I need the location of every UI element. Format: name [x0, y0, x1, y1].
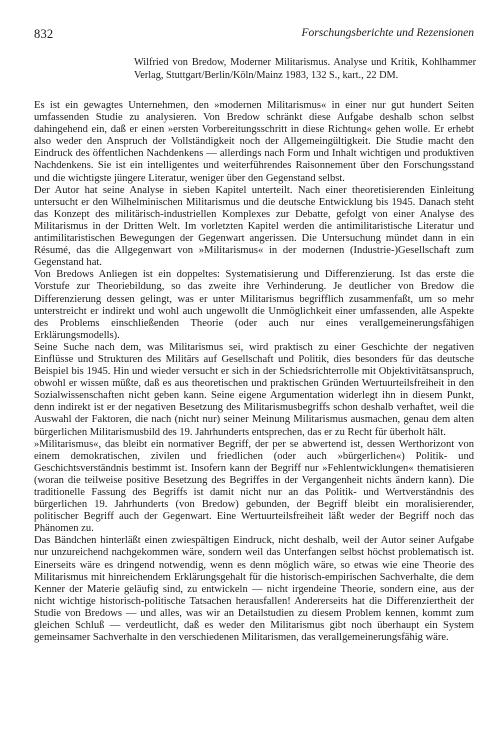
running-title: Forschungsberichte und Rezensionen — [301, 27, 474, 39]
paragraph: Seine Suche nach dem, was Militarismus sei, wird praktisch zu einer Geschichte der negativen Einflüsse und Strukturen des Militärs auf Gesellschaft und Politik, dies besonders für das deutsche Beispiel bis 1945. Hin und wieder versucht er sich in der Schiedsrichterrolle mit Objektivitätsanspruch, obwohl er wissen müßte, daß es aus theoretischen und praktischen Gründen Wertuurteilsfreiheit in den Sozialwissenschaften nicht geben kann. Seine eigene Argumentation widerlegt ihn in diesem Punkt, denn indirekt ist er der negativen Besetzung des Militarismusbegriffs schon deshalb verhaftet, weil die Auswahl der Faktoren, die nach (nicht nur) seiner Meinung Militarismus ausmachen, genau dem alten bürgerlichen Militarismusbild des 19. Jahrhunderts entsprechen, das er zu Recht für überholt hält. — [34, 341, 474, 438]
paragraph: Es ist ein gewagtes Unternehmen, den »modernen Militarismus« in einer nur gut hundert Seiten umfassenden Studie zu analysieren. Von Bredow schränkt diese Aufgabe deshalb schon selbst dahingehend ein, daß er einen »ersten Vorbereitungsschritt in diese Richtung« gehen wolle. Er erhebt also weder den Anspruch der Vollständigkeit noch der Allgemeingültigkeit. Die Studie macht den Eindruck des öffentlichen Nachdenkens — allerdings nach Form und Inhalt wichtigen und produktiven Nachdenkens. Sie ist ein intelligentes und weiterführendes Raisonnement über den Forschungsstand und die wichtigste jüngere Literatur, weniger über den Gegenstand selbst. — [34, 100, 474, 184]
book-citation: Wilfried von Bredow, Moderner Militarismus. Analyse und Kritik, Kohlhammer Verlag, Stuttgart/Berlin/Köln/Mainz 1983, 132 S., kart., 22 DM. — [134, 57, 476, 82]
review-body — [34, 100, 474, 644]
paragraph: Das Bändchen hinterläßt einen zwiespältigen Eindruck, nicht deshalb, weil der Autor seiner Aufgabe nur unzureichend nachgekommen wäre, sondern weil das Unterfangen selbst höchst problematisch ist. Einerseits wäre es dringend notwendig, wenn es denn möglich wäre, so etwas wie eine Theorie des Militarismus mit hinreichendem Erklärungsgehalt für die historisch-empirischen Sachverhalte, die dem Kenner der Materie geläufig sind, zu entwickeln — nicht irgendeine Theorie, sondern eine, aus der nicht wichtige historisch-politische Tatsachen herausfallen! Andererseits hat die Differenziertheit der Studie von Bredows — und alles, was wir an Detailstudien zu diesem Problem kennen, kommt zum gleichen Schluß — verdeutlicht, daß es weder den Militarismus gibt noch überhaupt ein System gemeinsamer Sachverhalte in den verschiedenen Militarismen, das verallgemeinerungsfähig wäre. — [34, 535, 474, 644]
page-header — [34, 27, 474, 45]
paragraph: »Militarismus«, das bleibt ein normativer Begriff, der per se abwertend ist, dessen Werthorizont von einem demokratischen, zivilen und friedlichen (oder auch »bürgerlichen«) Politik- und Geschichtsverständnis bestimmt ist. Insofern kann der Begriff nur »Fehlentwicklungen« thematisieren (woran die teilweise positive Besetzung des Begriffes in der Vergangenheit nichts ändern kann). Die traditionelle Fassung des Begriffs ist damit nicht nur an das Politik- und Wertverständnis des bürgerlichen 19. Jahrhunderts (von Bredow) gebunden, der Begriff bleibt ein moralisierender, politischer Begriff auch der Gegenwart. Eine Wertuurteilsfreiheit läßt weder der Begriff noch das Phänomen zu. — [34, 438, 474, 535]
paragraph: Der Autor hat seine Analyse in sieben Kapitel unterteilt. Nach einer theoretisierenden Einleitung untersucht er den Wilhelminischen Militarismus und die deutsche Entwicklung bis 1945. Danach steht das Konzept des militärisch-industriellen Komplexes zur Debatte, gefolgt von einer Analyse des Militarismus in der Dritten Welt. Im vorletzten Kapitel werden die antimilitaristische Literatur und antimilitaristischen Bewegungen der Gegenwart angerissen. Die Untersuchung mündet dann in ein Résumé, das die Allgegenwart von »Militarismus« in der modernen (Industrie-)Gesellschaft zum Gegenstand hat. — [34, 184, 474, 269]
paragraph: Von Bredows Anliegen ist ein doppeltes: Systematisierung und Differenzierung. Ist das erste die Vorstufe zur Theoriebildung, so das zweite ihre Verhinderung. Je deutlicher von Bredow die Differenzierung dessen gelingt, was er unter Militarismus begrifflich zusammenfaßt, um so mehr unterstreicht er indirekt und wohl auch ungewollt die Unmöglichkeit einer umfassenden, alle Aspekte des Problems einschließenden Theorie (oder auch nur eines verallgemeinerungsfähigen Erklärungsmodells). — [34, 269, 474, 341]
page-number: 832 — [34, 27, 54, 41]
